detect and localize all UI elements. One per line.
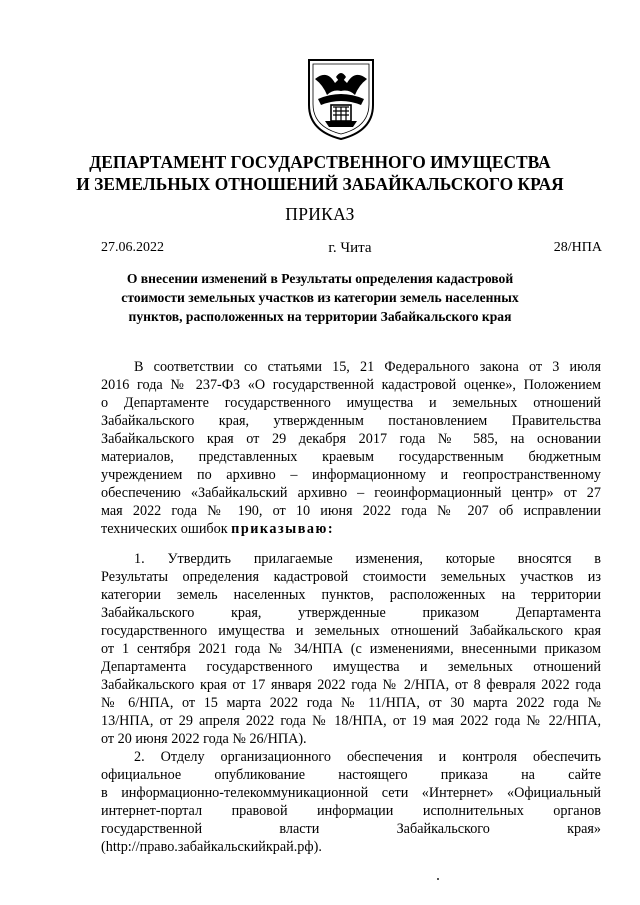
item-2-line: (http://право.забайкальскийкрай.рф). — [101, 839, 322, 855]
preamble-line: обеспечению «Забайкальский архивно – геоинформационный центр» от 27 — [101, 485, 601, 501]
preamble-line: материалов, представленных краевым государственным бюджетным — [101, 449, 601, 465]
scan-speck — [437, 878, 439, 880]
preamble-line: В соответствии со статьями 15, 21 Федерального закона от 3 июля — [134, 359, 601, 375]
document-number: 28/НПА — [553, 240, 602, 255]
subject-line: О внесении изменений в Результаты определения кадастровой — [126, 271, 514, 286]
department-name-line-2: И ЗЕМЕЛЬНЫХ ОТНОШЕНИЙ ЗАБАЙКАЛЬСКОГО КРАЯ — [76, 174, 564, 194]
item-1-line: от 20 июня 2022 года № 26/НПА). — [101, 731, 307, 747]
item-1-line: Результаты определения кадастровой стоимости земельных участков из — [101, 569, 601, 585]
order-word: приказываю: — [231, 521, 335, 537]
document-city: г. Чита — [328, 240, 372, 256]
item-1-line: государственного имущества и земельных отношений Забайкальского края — [101, 623, 601, 639]
item-2-line: официальное опубликование настоящего приказа на сайте — [101, 767, 601, 783]
department-name-line-1: ДЕПАРТАМЕНТ ГОСУДАРСТВЕННОГО ИМУЩЕСТВА — [89, 152, 551, 172]
preamble-line: Забайкальского края от 29 декабря 2017 года № 585, на основании — [101, 431, 601, 447]
item-2-line: государственной власти Забайкальского края» — [101, 821, 601, 837]
item-1-line: категории земель населенных пунктов, расположенных на территории — [101, 587, 601, 603]
item-1-line: 1. Утвердить прилагаемые изменения, которые вносятся в — [134, 551, 601, 567]
preamble-line: мая 2022 года № 190, от 10 июня 2022 года № 207 об исправлении — [101, 503, 601, 519]
item-1-line: от 1 сентября 2021 года № 34/НПА (с изменениями, внесенными приказом — [101, 641, 601, 657]
preamble-line: Забайкальского края, утвержденным постановлением Правительства — [101, 413, 601, 429]
preamble-line: учреждением по архивно – информационному и геопространственному — [101, 467, 601, 483]
item-1-line: 13/НПА, от 29 апреля 2022 года № 18/НПА, от 19 мая 2022 года № 22/НПА, — [101, 713, 601, 729]
item-1-line: № 6/НПА, от 15 марта 2022 года № 11/НПА, от 30 марта 2022 года № — [101, 695, 601, 711]
document-date: 27.06.2022 — [101, 240, 164, 255]
preamble-line: 2016 года № 237-ФЗ «О государственной кадастровой оценке», Положением — [101, 377, 601, 393]
item-2-line: интернет-портал правовой информации исполнительных органов — [101, 803, 601, 819]
item-1-line: Забайкальского края от 17 января 2022 года № 2/НПА, от 8 февраля 2022 года — [101, 677, 601, 693]
item-1-line: Департамента государственного имущества и земельных отношений — [101, 659, 601, 675]
coat-of-arms-emblem — [305, 55, 377, 141]
subject-line: пунктов, расположенных на территории Забайкальского края — [128, 309, 512, 324]
preamble-line: о Департаменте государственного имущества и земельных отношений — [101, 395, 601, 411]
item-2-line: 2. Отделу организационного обеспечения и контроля обеспечить — [134, 749, 601, 765]
subject-line: стоимости земельных участков из категории земель населенных — [121, 290, 519, 305]
document-type: ПРИКАЗ — [285, 204, 355, 224]
item-1-line: Забайкальского края, утвержденные приказом Департамента — [101, 605, 601, 621]
preamble-line — [101, 520, 601, 538]
item-2-line: в информационно-телекоммуникационной сети «Интернет» «Официальный — [101, 785, 601, 801]
preamble-last-text: технических ошибок — [101, 521, 232, 537]
